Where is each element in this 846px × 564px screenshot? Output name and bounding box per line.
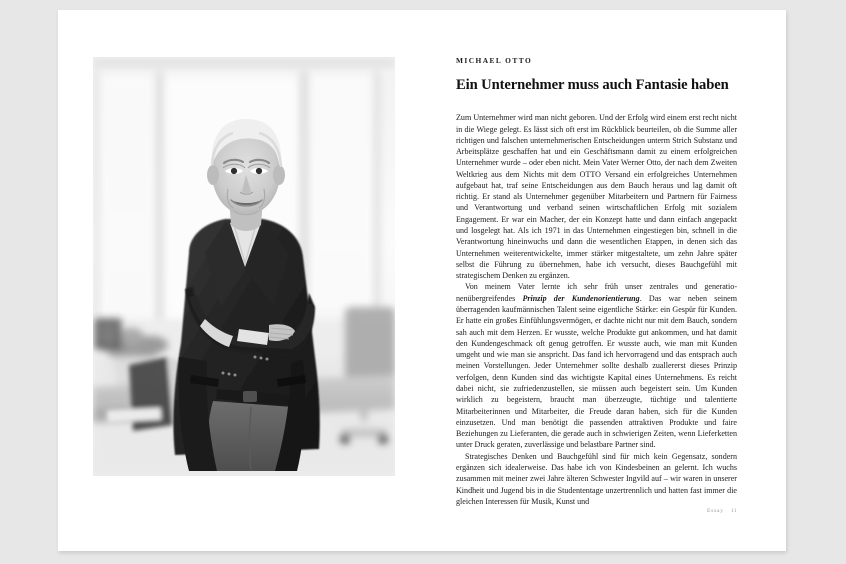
emphasized-term: Prinzip der Kundenorientierung (522, 293, 640, 303)
book-page-sheet (58, 10, 786, 551)
article-body (456, 112, 737, 507)
folio-section-label: Essay (707, 508, 724, 514)
page-folio (456, 508, 737, 514)
article-paragraph: Von meinem Vater lernte ich sehr früh unser zentrales und generationenübergreifendes Prinzip der Kundenorientierung. Das war neben seinem überragenden kaufmännischen Talent seine eigentliche Stärke: ein Gespür für Kunden. Er hatte ein großes Einfühlungsvermögen, er dachte nicht nur mit dem Bauch, sondern sah auch mit dem Herzen. Er wusste, welche Produkte gut ankommen, und hat damit den Kundengeschmack oft genug getroffen. Er wusste auch, wie man mit Kunden umgeht und wie man sie anspricht. Das fand ich hervorragend und das entsprach auch meinen Vorstellungen. Jeder Unternehmer sollte deshalb zuallererst dieses Prinzip verfolgen, denn Kunden sind das wichtigste Kapital eines Unternehmens. Es reicht dabei nicht, sie zufriedenzustellen, sie müssen auch begeistert sein. Um Kunden wirklich zu begeistern, braucht man überzeugte, tüchtige und talentierte Mitarbeiterinnen und Mitarbeiter, die Freude daran haben, sich für die Kunden einzusetzen. Und man benötigt die passenden attraktiven Produkte und faire Beziehungen zu Lieferanten, die gerade auch in schwierigen Zeiten, wenn Lieferketten unter Druck geraten, zuverlässige und belastbare Partner sind. (456, 282, 737, 450)
article-headline: Ein Unternehmer muss auch Fantasie haben (456, 77, 729, 94)
folio-page-number: 11 (730, 508, 737, 514)
portrait-photo (93, 57, 395, 476)
article-byline: MICHAEL OTTO (456, 56, 533, 65)
article-text-column (456, 57, 737, 507)
portrait-photo-image (93, 57, 395, 476)
article-paragraph: Zum Unternehmer wird man nicht geboren. Und der Erfolg wird einem erst recht nicht in die Wiege gelegt. Es lässt sich oft erst im Rückblick beurteilen, ob die Summe aller richtigen und falschen unternehmerischen Entscheidungen unterm Strich Substanz und Arbeitsplätze geschaffen hat und ein Geschäftsmann damit zu einem erfolgreichen Unternehmer wurde – oder eben nicht. Mein Vater Werner Otto, der nach dem Zweiten Weltkrieg aus dem Nichts mit dem OTTO Versand ein erfolgreiches Unternehmen aufgebaut hat, traf seine Entscheidungen aus dem Bauch heraus und lag damit oft richtig. Er stand als Unternehmer gegenüber Mitarbeitern und Partnern für Fairness und Verantwortung und verband seinen wirtschaftlichen Erfolg mit sozialem Engagement. Er war ein Macher, der ein Konzept hatte und dann einfach angepackt und losgelegt hat. Als ich 1971 in das Unternehmen eingestiegen bin, schnell in die Verantwortung hineinwuchs und dann die wesentlichen Etappen, in denen sich das Unternehmen weiterentwickelte, immer stärker mitgestaltete, um zehn Jahre später selbst die Führung zu übernehmen, habe ich versucht, dieses Bauchgefühl mit strategischem Denken zu ergänzen. (456, 113, 737, 281)
article-paragraph: Strategisches Denken und Bauchgefühl sind für mich kein Gegensatz, sondern ergänzen sich idealerweise. Das habe ich von Kindesbeinen an gelernt. Ich wuchs zusammen mit meiner zwei Jahre älteren Schwester Ingvild auf – wir waren in unserer Kindheit und Jugend bis in die Studententage unzertrennlich und hatten fast immer die gleichen Interessen für Musik, Kunst und (456, 451, 737, 506)
